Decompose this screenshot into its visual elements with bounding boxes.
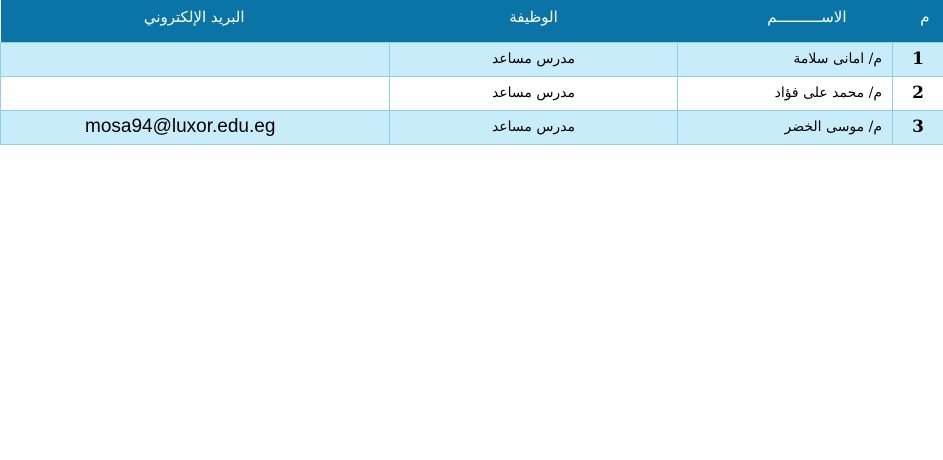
table-row xyxy=(1,76,943,110)
table-row xyxy=(1,42,943,76)
row-number: 3 xyxy=(893,110,943,144)
row-number: 1 xyxy=(893,42,943,76)
row-job: مدرس مساعد xyxy=(390,42,678,76)
row-email-link[interactable]: mosa94@luxor.edu.eg xyxy=(1,110,390,144)
row-email xyxy=(1,42,390,76)
row-job: مدرس مساعد xyxy=(390,76,678,110)
header-number: م xyxy=(893,0,943,42)
header-job: الوظيفة xyxy=(390,0,678,42)
row-name: م/ امانى سلامة xyxy=(678,42,893,76)
table-header-row xyxy=(1,0,943,42)
row-job: مدرس مساعد xyxy=(390,110,678,144)
header-email: البريد الإلكتروني xyxy=(1,0,390,42)
row-name: م/ موسى الخضر xyxy=(678,110,893,144)
table-row xyxy=(1,110,943,144)
row-email xyxy=(1,76,390,110)
header-name: الاســــــــــم xyxy=(678,0,893,42)
row-name: م/ محمد على فؤاد xyxy=(678,76,893,110)
staff-table xyxy=(0,0,943,145)
row-number: 2 xyxy=(893,76,943,110)
